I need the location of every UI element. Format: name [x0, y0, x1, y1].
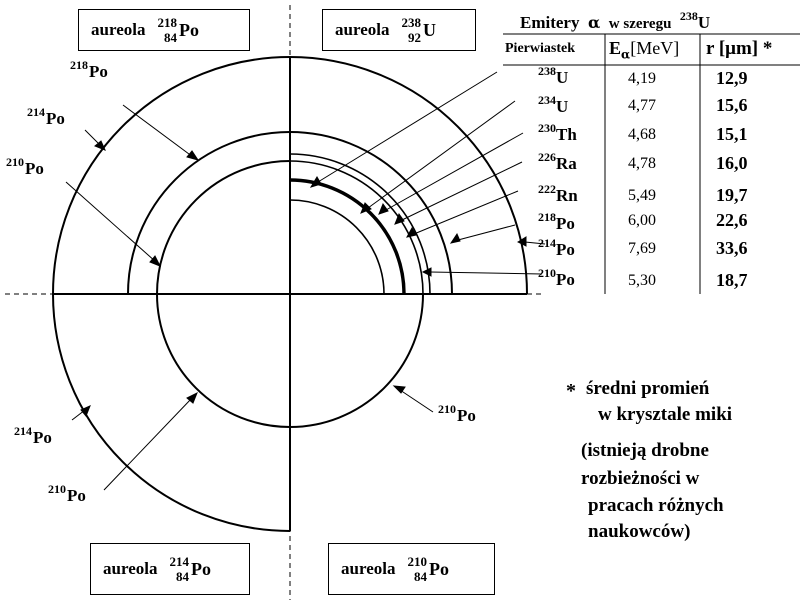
footnote-line: naukowców): [588, 521, 691, 542]
table-header-energy: $E_\alpha[MeV]$: [609, 38, 680, 62]
table-row-energy: 4,78: [628, 155, 656, 172]
tl-arc-mid: [128, 132, 290, 294]
table-row-energy: 7,69: [628, 240, 656, 257]
table-row-energy: 4,68: [628, 126, 656, 143]
footnote-line: pracach różnych: [588, 495, 724, 516]
mass-number: 218: [157, 15, 177, 30]
label-bottom-right-po210: $^{210}$Po: [438, 402, 476, 425]
isotope-numbers: [157, 16, 177, 44]
isotope-numbers: [407, 555, 427, 583]
aureola-word: aureola: [103, 559, 158, 578]
table-row-radius: 22,6: [716, 210, 748, 230]
footnote-star: *: [566, 380, 576, 402]
aureola-word: aureola: [91, 20, 146, 39]
table-row-element: $^{218}$Po: [538, 210, 575, 233]
table-row-energy: 5,49: [628, 187, 656, 204]
table-header-radius: r [μm] *: [706, 38, 773, 59]
table-row-energy: 6,00: [628, 212, 656, 229]
table-row-energy: 4,19: [628, 70, 656, 87]
box-aureola-po218: [78, 9, 250, 51]
table-row-radius: 16,0: [716, 153, 748, 173]
table-header-element: Pierwiastek: [505, 41, 575, 56]
table-row-radius: 15,6: [716, 95, 748, 115]
table-row-radius: 12,9: [716, 68, 748, 88]
isotope-numbers: [401, 16, 421, 44]
element-symbol: Po: [428, 558, 449, 579]
footnote-line: rozbieżności w: [581, 468, 700, 489]
table-row-element: $^{210}$Po: [538, 266, 575, 289]
table-row-energy: 4,77: [628, 97, 656, 114]
table-row-element: $^{230}$Th: [538, 121, 577, 144]
table-row-element: $^{234}$U: [538, 93, 569, 116]
table-row-energy: 5,30: [628, 272, 656, 289]
footnote-line: (istnieją drobne: [581, 440, 709, 461]
atomic-number: 84: [413, 569, 427, 584]
label-bottom-left-po210: $^{210}$Po: [48, 482, 86, 505]
tr-arc-rn222: [290, 154, 430, 294]
mass-number: 210: [407, 554, 427, 569]
table-row-element: $^{222}$Rn: [538, 182, 578, 205]
table-row-radius: 33,6: [716, 238, 748, 258]
atomic-number: 84: [163, 30, 177, 45]
table-row-element: $^{238}$U: [538, 64, 569, 87]
atomic-number: 92: [407, 30, 421, 45]
tl-arc-outer: [53, 57, 290, 294]
label-po214: $^{214}$Po: [27, 105, 65, 128]
table-title: Emitery α w szeregu $^{238}$U: [520, 9, 711, 32]
label-po210: $^{210}$Po: [6, 155, 44, 178]
mass-number: 214: [169, 554, 189, 569]
element-symbol: Po: [178, 19, 199, 40]
footnote-line: w krysztale miki: [598, 404, 733, 425]
table-row-radius: 19,7: [716, 185, 748, 205]
footnote-line: średni promień: [586, 378, 710, 399]
box-aureola-po210: [328, 543, 495, 595]
bl-arc-inner: [157, 294, 290, 427]
box-aureola-u238: [322, 9, 476, 51]
tl-arc-inner: [157, 161, 290, 294]
label-po218: $^{218}$Po: [70, 58, 108, 81]
table-row-element: $^{226}$Ra: [538, 150, 577, 173]
tr-arc-u234-ra226: [290, 180, 404, 294]
aureola-word: aureola: [335, 20, 390, 39]
table-row-radius: 15,1: [716, 124, 748, 144]
box-aureola-po214: [90, 543, 250, 595]
mass-number: 238: [401, 15, 421, 30]
label-bottom-left-po214: $^{214}$Po: [14, 424, 52, 447]
bl-arc-outer: [53, 294, 290, 531]
table-row-element: $^{214}$Po: [538, 236, 575, 259]
table-row-radius: 18,7: [716, 270, 748, 290]
isotope-numbers: [169, 555, 189, 583]
aureola-word: aureola: [341, 559, 396, 578]
element-symbol: Po: [190, 558, 211, 579]
atomic-number: 84: [175, 569, 189, 584]
br-arc: [290, 294, 423, 427]
element-symbol: U: [422, 19, 436, 40]
tr-arc-po214: [290, 57, 527, 294]
